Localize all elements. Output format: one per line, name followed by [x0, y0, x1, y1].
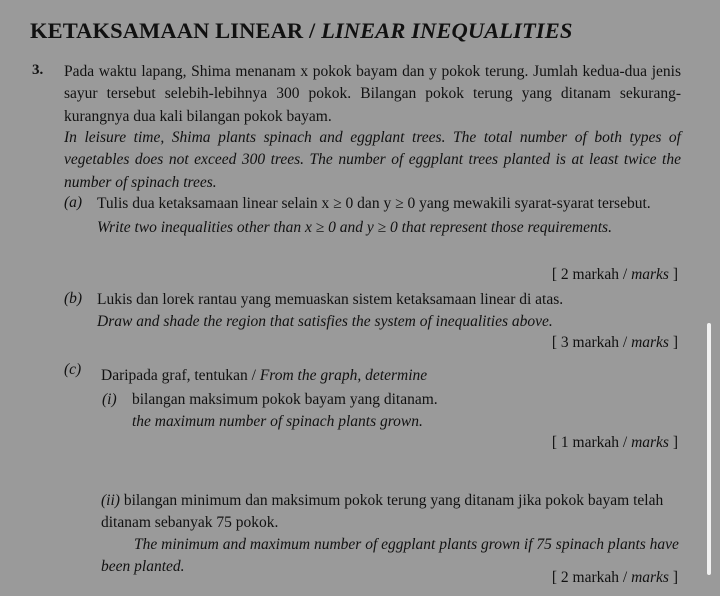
question-text-english: In leisure time, Shima plants spinach and eggplant trees. The total number of both types of vegetables does not exceed 300 trees. The number of eggplant trees planted is at least twice the number of spinach trees.	[64, 129, 681, 191]
part-b-label: (b)	[64, 290, 83, 307]
page-title	[30, 18, 572, 44]
part-b-marks: [ 3 markah / marks ]	[551, 334, 678, 351]
part-a-marks: [ 2 markah / marks ]	[551, 266, 678, 283]
part-b-text-malay: Lukis dan lorek rantau yang memuaskan sistem ketaksamaan linear di atas.	[97, 291, 564, 308]
part-c-i-marks: [ 1 markah / marks ]	[551, 434, 678, 451]
part-c-text-english: From the graph, determine	[259, 367, 428, 384]
part-c-text-malay: Daripada graf, tentukan /	[101, 367, 256, 384]
part-a-text-english: Write two inequalities other than x ≥ 0 and y ≥ 0 that represent those requirements.	[97, 219, 612, 236]
part-c-text	[101, 365, 427, 387]
part-c-ii-marks: [ 2 markah / marks ]	[551, 569, 678, 586]
part-c-i-text-malay: bilangan maksimum pokok bayam yang ditanam.	[132, 391, 438, 408]
part-b-text-english: Draw and shade the region that satisfies the system of inequalities above.	[97, 313, 553, 330]
part-c-ii-label: (ii)	[101, 492, 120, 509]
vertical-scrollbar[interactable]	[707, 323, 711, 575]
part-c-ii-text-english: The minimum and maximum number of eggplant plants grown if 75 spinach plants have been planted.	[101, 536, 679, 575]
question-number: 3.	[32, 62, 44, 78]
part-c-label: (c)	[64, 361, 82, 378]
part-a-text	[97, 193, 681, 239]
part-a-label: (a)	[64, 194, 83, 211]
part-c-i-label: (i)	[102, 391, 117, 408]
part-c-i-text-english: the maximum number of spinach plants grown.	[132, 413, 423, 430]
part-b-text	[97, 289, 681, 333]
part-c-ii-text	[101, 490, 681, 578]
part-c-i-text	[132, 389, 681, 433]
title-english: LINEAR INEQUALITIES	[321, 18, 573, 43]
part-c-ii-text-malay: (ii) bilangan minimum dan maksimum pokok terung yang ditanam jika pokok bayam telah ditanam sebanyak 75 pokok.	[101, 492, 664, 531]
question-text-malay: Pada waktu lapang, Shima menanam x pokok bayam dan y pokok terung. Jumlah kedua-dua jenis sayur tersebut selebih-lebihnya 300 pokok. Bilangan pokok terung yang ditanam sekurang-kurangnya dua kali bilangan pokok bayam.	[64, 63, 681, 125]
part-a-text-malay: Tulis dua ketaksamaan linear selain x ≥ 0 dan y ≥ 0 yang mewakili syarat-syarat tersebut.	[97, 195, 651, 212]
title-malay: KETAKSAMAAN LINEAR /	[30, 18, 316, 43]
